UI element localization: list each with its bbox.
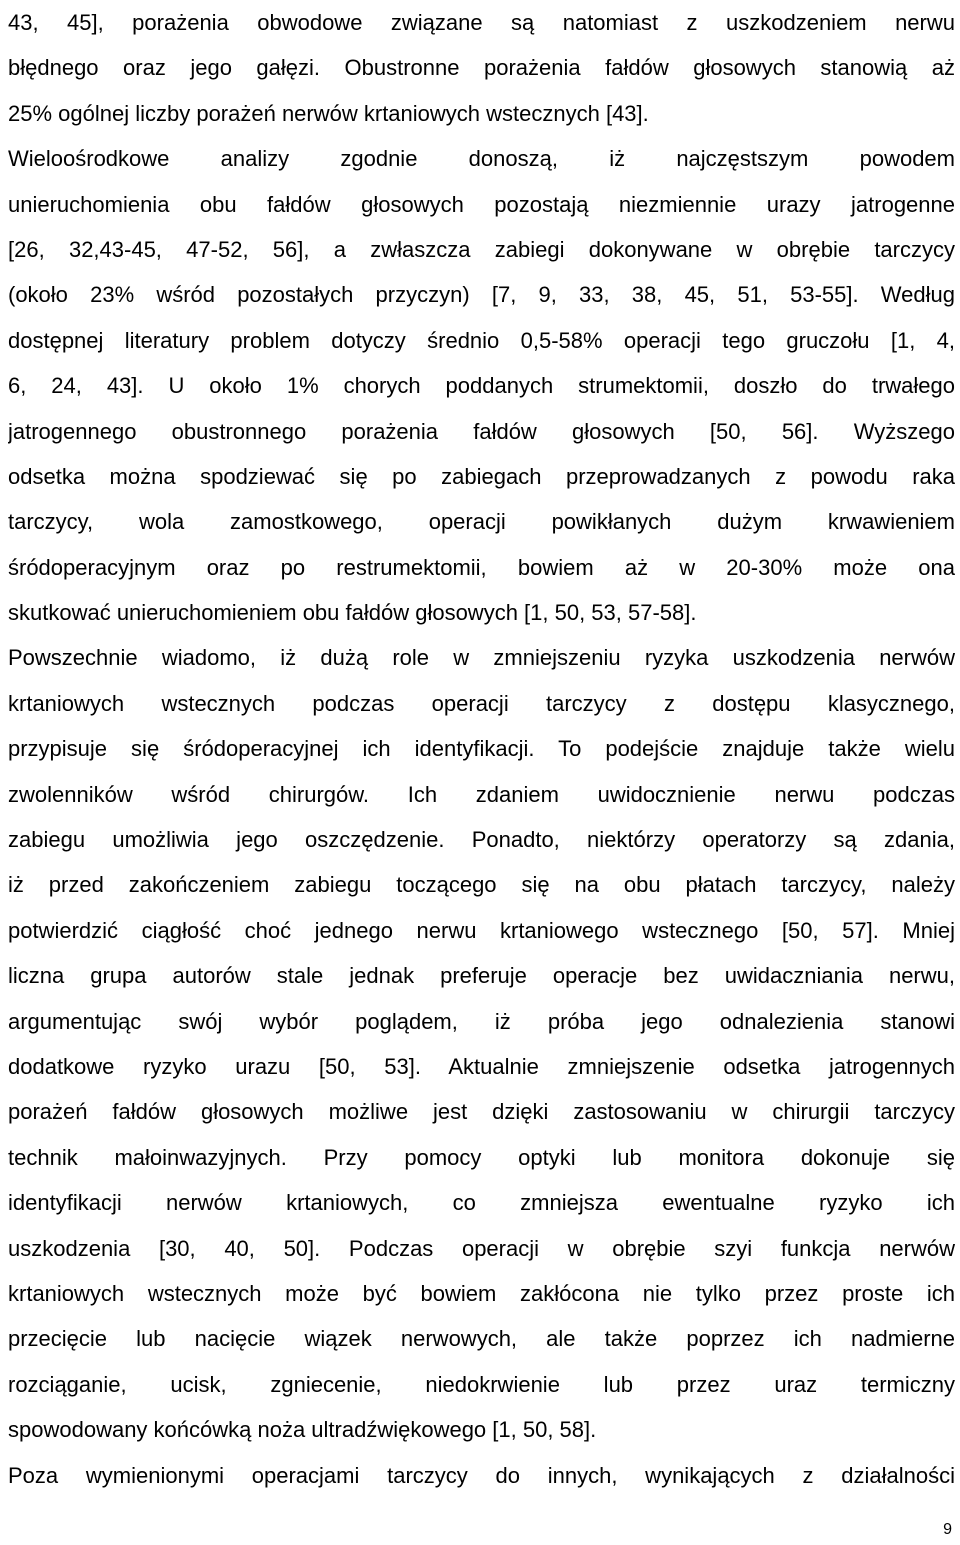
text-line: technik małoinwazyjnych. Przy pomocy optyki lub monitora dokonuje się [8,1144,955,1170]
text-line: unieruchomienia obu fałdów głosowych pozostają niezmiennie urazy jatrogenne [8,191,955,217]
text-line: dostępnej literatury problem dotyczy średnio 0,5-58% operacji tego gruczołu [1, 4, [8,327,955,353]
text-line: odsetka można spodziewać się po zabiegach przeprowadzanych z powodu raka [8,463,955,489]
text-line: Wieloośrodkowe analizy zgodnie donoszą, iż najczęstszym powodem [8,146,955,172]
text-line: krtaniowych wstecznych może być bowiem zakłócona nie tylko przez proste ich [8,1280,955,1306]
text-line: błędnego oraz jego gałęzi. Obustronne porażenia fałdów głosowych stanowią aż [8,55,955,81]
text-line: argumentując swój wybór poglądem, iż próba jego odnalezienia stanowi [8,1008,955,1034]
text-line: porażeń fałdów głosowych możliwe jest dzięki zastosowaniu w chirurgii tarczycy [8,1099,955,1125]
page-number: 9 [943,1521,952,1538]
text-line: jatrogennego obustronnego porażenia fałdów głosowych [50, 56]. Wyższego [8,418,955,444]
text-line: przecięcie lub nacięcie wiązek nerwowych, ale także poprzez ich nadmierne [8,1326,955,1352]
text-line: spowodowany końcówką noża ultradźwiękowego [1, 50, 58]. [8,1417,597,1443]
text-line: skutkować unieruchomieniem obu fałdów głosowych [1, 50, 53, 57-58]. [8,600,697,626]
text-line: zwolenników wśród chirurgów. Ich zdaniem uwidocznienie nerwu podczas [8,781,955,807]
text-line: iż przed zakończeniem zabiegu toczącego się na obu płatach tarczycy, należy [8,872,955,898]
text-line: identyfikacji nerwów krtaniowych, co zmniejsza ewentualne ryzyko ich [8,1190,955,1216]
text-line: 6, 24, 43]. U około 1% chorych poddanych strumektomii, doszło do trwałego [8,373,955,399]
text-line: krtaniowych wstecznych podczas operacji tarczycy z dostępu klasycznego, [8,690,955,716]
text-line: Powszechnie wiadomo, iż dużą role w zmniejszeniu ryzyka uszkodzenia nerwów [8,645,955,671]
text-line: przypisuje się śródoperacyjnej ich identyfikacji. To podejście znajduje także wielu [8,736,955,762]
text-line: dodatkowe ryzyko urazu [50, 53]. Aktualnie zmniejszenie odsetka jatrogennych [8,1053,955,1079]
text-line: zabiegu umożliwia jego oszczędzenie. Ponadto, niektórzy operatorzy są zdania, [8,827,955,853]
text-line: uszkodzenia [30, 40, 50]. Podczas operacji w obrębie szyi funkcja nerwów [8,1235,955,1261]
body-text [8,0,955,1498]
text-line: 43, 45], porażenia obwodowe związane są natomiast z uszkodzeniem nerwu [8,10,955,35]
text-line: [26, 32,43-45, 47-52, 56], a zwłaszcza zabiegi dokonywane w obrębie tarczycy [8,236,955,262]
text-line: śródoperacyjnym oraz po restrumektomii, bowiem aż w 20-30% może ona [8,554,955,580]
text-line: 25% ogólnej liczby porażeń nerwów krtaniowych wstecznych [43]. [8,100,649,126]
text-line: tarczycy, wola zamostkowego, operacji powikłanych dużym krwawieniem [8,509,955,535]
text-line: rozciąganie, ucisk, zgniecenie, niedokrwienie lub przez uraz termiczny [8,1371,955,1397]
text-line: liczna grupa autorów stale jednak preferuje operacje bez uwidaczniania nerwu, [8,963,955,989]
text-line: potwierdzić ciągłość choć jednego nerwu krtaniowego wstecznego [50, 57]. Mniej [8,917,955,943]
text-line: Poza wymienionymi operacjami tarczycy do innych, wynikających z działalności [8,1462,955,1488]
text-line: (około 23% wśród pozostałych przyczyn) [7, 9, 33, 38, 45, 51, 53-55]. Według [8,282,955,308]
